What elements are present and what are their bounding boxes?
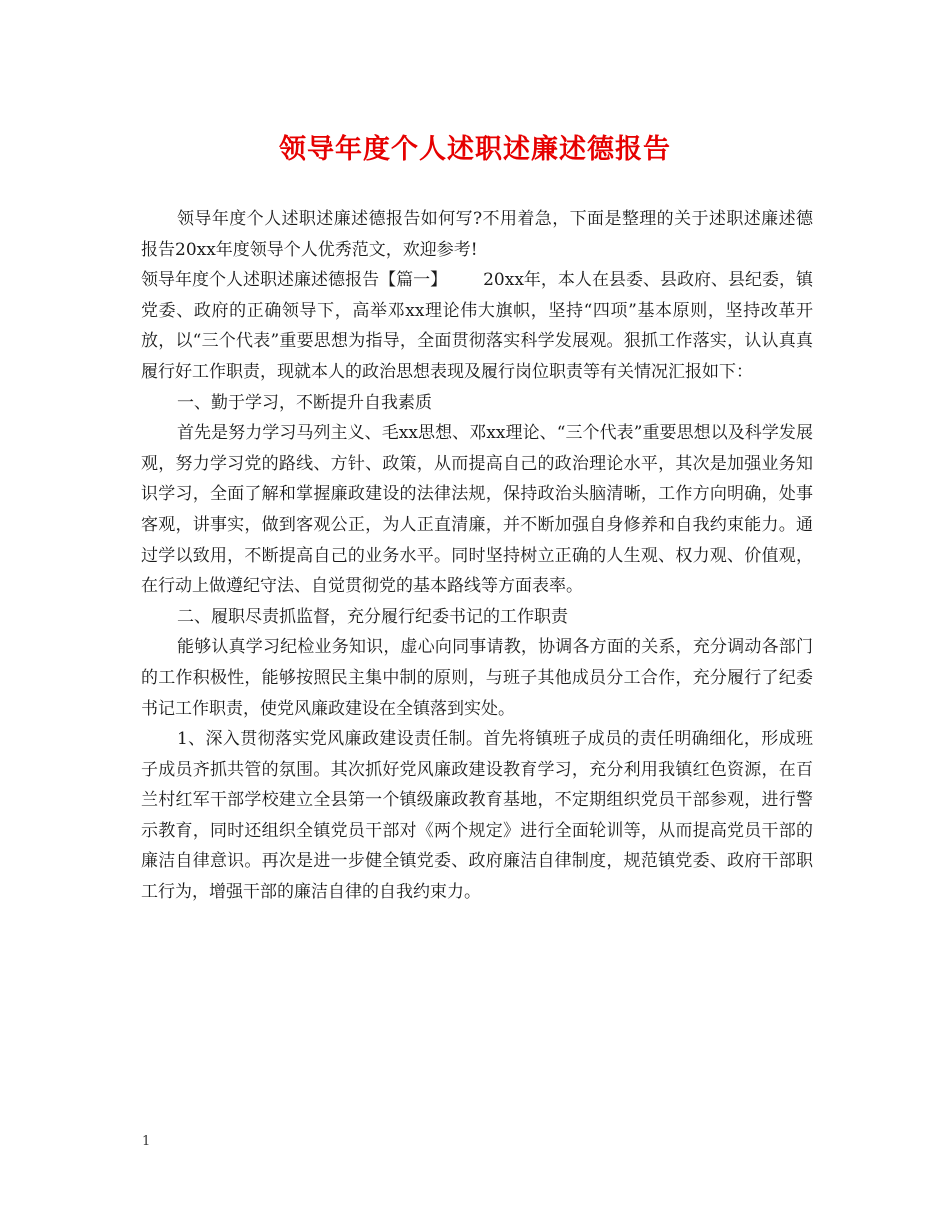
heading-1: 一、勤于学习，不断提升自我素质 <box>177 392 432 413</box>
page-number: 1 <box>142 1134 151 1149</box>
paragraph-1: 首先是努力学习马列主义、毛xx思想、邓xx理论、“三个代表”重要思想以及科学发展观，努力学习党的路线、方针、政策，从而提高自己的政治理论水平，其次是加强业务知识学习，全面了解和掌握廉政建设的法律法规，保持政治头脑清晰，工作方向明确，处事客观，讲事实，做到客观公正，为人正直清廉，并不断加强自身修养和自我约束能力。通过学以致用，不断提高自己的业务水平。同时坚持树立正确的人生观、权力观、价值观，在行动上做遵纪守法、自觉贯彻党的基本路线等方面表率。 <box>141 423 813 597</box>
document-title: 领导年度个人述职述廉述德报告 <box>279 134 671 165</box>
paragraph-2: 能够认真学习纪检业务知识，虚心向同事请教，协调各方面的关系，充分调动各部门的工作积极性，能够按照民主集中制的原则，与班子其他成员分工合作，充分履行了纪委书记工作职责，使党风廉政建设在全镇落到实处。 <box>141 637 813 719</box>
intro-paragraph: 领导年度个人述职述廉述德报告如何写?不用着急，下面是整理的关于述职述廉述德报告20xx年度领导个人优秀范文，欢迎参考! <box>141 209 813 260</box>
section-lead: 20xx年，本人在县委、县政府、县纪委，镇党委、政府的正确领导下，高举邓xx理论伟大旗帜，坚持“四项”基本原则，坚持改革开放，以“三个代表”重要思想为指导，全面贯彻落实科学发展观。狠抓工作落实，认认真真履行好工作职责，现就本人的政治思想表现及履行岗位职责等有关情况汇报如下： <box>141 270 814 382</box>
section-heading: 领导年度个人述职述廉述德报告【篇一】 <box>141 270 448 291</box>
paragraph-3: 1、深入贯彻落实党风廉政建设责任制。首先将镇班子成员的责任明确细化，形成班子成员齐抓共管的氛围。其次抓好党风廉政建设教育学习，充分利用我镇红色资源，在百兰村红军干部学校建立全县第一个镇级廉政教育基地，不定期组织党员干部参观，进行警示教育，同时还组织全镇党员干部对《两个规定》进行全面轮训等，从而提高党员干部的廉洁自律意识。再次是进一步健全镇党委、政府廉洁自律制度，规范镇党委、政府干部职工行为，增强干部的廉洁自律的自我约束力。 <box>141 729 813 903</box>
section-paragraph <box>141 265 813 387</box>
heading-2: 二、履职尽责抓监督，充分履行纪委书记的工作职责 <box>177 606 568 627</box>
document-body <box>141 204 813 908</box>
